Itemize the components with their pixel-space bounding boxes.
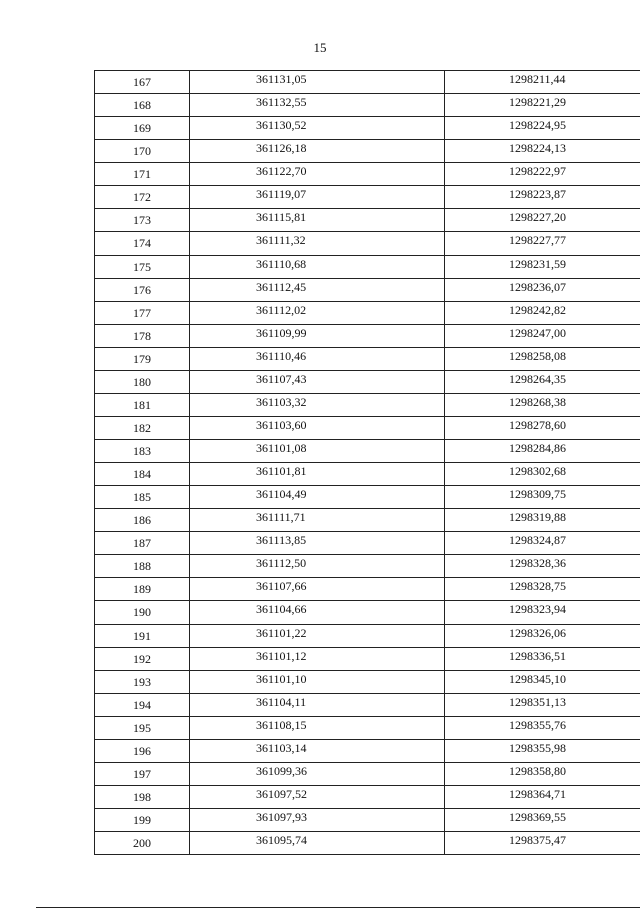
y-coordinate: 1298268,38 [509, 394, 566, 409]
y-coordinate-cell [445, 762, 640, 785]
y-coordinate: 1298258,08 [509, 348, 566, 363]
y-coordinate-cell [445, 186, 640, 209]
y-coordinate: 1298326,06 [509, 625, 566, 640]
point-number-cell [95, 163, 190, 186]
y-coordinate-cell [445, 232, 640, 255]
x-coordinate: 361107,43 [256, 371, 307, 386]
y-coordinate-cell [445, 716, 640, 739]
table-row [95, 117, 640, 140]
x-coordinate-cell [190, 370, 445, 393]
x-coordinate-cell [190, 555, 445, 578]
y-coordinate: 1298236,07 [509, 279, 566, 294]
y-coordinate-cell [445, 117, 640, 140]
x-coordinate-cell [190, 716, 445, 739]
x-coordinate-cell [190, 739, 445, 762]
x-coordinate: 361122,70 [256, 164, 307, 179]
point-number: 172 [133, 190, 151, 205]
x-coordinate-cell [190, 117, 445, 140]
x-coordinate-cell [190, 347, 445, 370]
y-coordinate-cell [445, 209, 640, 232]
x-coordinate: 361104,49 [256, 487, 307, 502]
x-coordinate: 361101,08 [256, 441, 307, 455]
x-coordinate: 361097,52 [256, 786, 307, 801]
point-number: 194 [133, 697, 151, 712]
x-coordinate-cell [190, 140, 445, 163]
y-coordinate: 1298284,86 [509, 441, 566, 455]
point-number: 189 [133, 582, 151, 597]
table-row [95, 255, 640, 278]
y-coordinate-cell [445, 624, 640, 647]
y-coordinate: 1298364,71 [509, 786, 566, 801]
point-number: 167 [133, 75, 151, 89]
y-coordinate: 1298309,75 [509, 487, 566, 502]
table-row [95, 509, 640, 532]
x-coordinate: 361111,32 [256, 233, 306, 248]
point-number: 187 [133, 536, 151, 551]
point-number: 200 [133, 836, 151, 851]
point-number: 180 [133, 374, 151, 389]
y-coordinate: 1298328,75 [509, 579, 566, 594]
y-coordinate: 1298328,36 [509, 556, 566, 571]
x-coordinate: 361097,93 [256, 810, 307, 824]
y-coordinate-cell [445, 140, 640, 163]
table-row [95, 647, 640, 670]
point-number-cell [95, 140, 190, 163]
x-coordinate: 361108,15 [256, 717, 307, 732]
y-coordinate-cell [445, 370, 640, 393]
x-coordinate: 361107,66 [256, 579, 307, 594]
point-number: 169 [133, 121, 151, 136]
y-coordinate-cell [445, 647, 640, 670]
table-row [95, 624, 640, 647]
point-number: 176 [133, 282, 151, 297]
point-number: 182 [133, 420, 151, 435]
x-coordinate: 361104,66 [256, 602, 307, 617]
point-number-cell [95, 785, 190, 808]
x-coordinate-cell [190, 324, 445, 347]
point-number-cell [95, 232, 190, 255]
x-coordinate-cell [190, 532, 445, 555]
y-coordinate-cell [445, 94, 640, 117]
point-number-cell [95, 624, 190, 647]
y-coordinate: 1298375,47 [509, 833, 566, 848]
table-row [95, 186, 640, 209]
point-number-cell [95, 716, 190, 739]
y-coordinate: 1298264,35 [509, 371, 566, 386]
point-number: 195 [133, 720, 151, 735]
x-coordinate-cell [190, 393, 445, 416]
x-coordinate-cell [190, 440, 445, 463]
point-number-cell [95, 463, 190, 486]
x-coordinate: 361131,05 [256, 72, 307, 86]
page-number: 15 [313, 40, 327, 55]
x-coordinate-cell [190, 762, 445, 785]
x-coordinate-cell [190, 278, 445, 301]
point-number: 181 [133, 397, 151, 412]
y-coordinate: 1298242,82 [509, 302, 566, 317]
y-coordinate: 1298227,20 [509, 210, 566, 225]
table-row [95, 324, 640, 347]
table-row [95, 785, 640, 808]
point-number-cell [95, 324, 190, 347]
y-coordinate-cell [445, 601, 640, 624]
y-coordinate-cell [445, 71, 640, 94]
point-number-cell [95, 255, 190, 278]
x-coordinate-cell [190, 509, 445, 532]
y-coordinate-cell [445, 832, 640, 855]
point-number-cell [95, 762, 190, 785]
point-number-cell [95, 739, 190, 762]
x-coordinate: 361101,22 [256, 625, 307, 640]
x-coordinate-cell [190, 647, 445, 670]
point-number-cell [95, 370, 190, 393]
y-coordinate: 1298323,94 [509, 602, 566, 617]
x-coordinate-cell [190, 670, 445, 693]
point-number: 185 [133, 490, 151, 505]
point-number: 190 [133, 605, 151, 620]
point-number: 171 [133, 167, 151, 182]
y-coordinate: 1298355,98 [509, 740, 566, 755]
y-coordinate: 1298324,87 [509, 533, 566, 548]
table-row [95, 301, 640, 324]
x-coordinate: 361103,32 [256, 394, 307, 409]
y-coordinate: 1298336,51 [509, 648, 566, 663]
point-number: 173 [133, 213, 151, 228]
x-coordinate-cell [190, 578, 445, 601]
point-number: 184 [133, 467, 151, 482]
point-number: 178 [133, 328, 151, 343]
table-row [95, 716, 640, 739]
table-row [95, 347, 640, 370]
x-coordinate: 361119,07 [256, 187, 307, 202]
point-number: 191 [133, 628, 151, 643]
point-number-cell [95, 301, 190, 324]
y-coordinate: 1298358,80 [509, 763, 566, 778]
point-number: 198 [133, 789, 151, 804]
y-coordinate-cell [445, 301, 640, 324]
point-number-cell [95, 94, 190, 117]
point-number-cell [95, 555, 190, 578]
y-coordinate-cell [445, 324, 640, 347]
y-coordinate-cell [445, 509, 640, 532]
y-coordinate: 1298224,13 [509, 141, 566, 156]
point-number-cell [95, 440, 190, 463]
x-coordinate: 361103,60 [256, 417, 307, 432]
y-coordinate-cell [445, 347, 640, 370]
y-coordinate: 1298369,55 [509, 810, 566, 824]
y-coordinate-cell [445, 393, 640, 416]
y-coordinate-cell [445, 809, 640, 832]
y-coordinate-cell [445, 255, 640, 278]
point-number-cell [95, 347, 190, 370]
table-row [95, 486, 640, 509]
x-coordinate-cell [190, 463, 445, 486]
x-coordinate-cell [190, 232, 445, 255]
point-number: 177 [133, 305, 151, 320]
point-number-cell [95, 186, 190, 209]
point-number-cell [95, 117, 190, 140]
y-coordinate: 1298222,97 [509, 164, 566, 179]
point-number: 193 [133, 674, 151, 689]
table-row [95, 94, 640, 117]
x-coordinate-cell [190, 186, 445, 209]
point-number: 175 [133, 259, 151, 274]
table-row [95, 440, 640, 463]
table-row [95, 601, 640, 624]
x-coordinate: 361112,45 [256, 279, 307, 294]
y-coordinate-cell [445, 278, 640, 301]
point-number: 199 [133, 813, 151, 827]
table-row [95, 670, 640, 693]
y-coordinate-cell [445, 463, 640, 486]
x-coordinate-cell [190, 693, 445, 716]
x-coordinate-cell [190, 809, 445, 832]
x-coordinate-cell [190, 255, 445, 278]
point-number-cell [95, 809, 190, 832]
point-number-cell [95, 832, 190, 855]
point-number: 188 [133, 559, 151, 574]
coordinates-table-body [95, 71, 640, 855]
y-coordinate: 1298351,13 [509, 694, 566, 709]
x-coordinate: 361104,11 [256, 694, 307, 709]
x-coordinate-cell [190, 832, 445, 855]
x-coordinate-cell [190, 163, 445, 186]
y-coordinate-cell [445, 440, 640, 463]
x-coordinate: 361113,85 [256, 533, 307, 548]
x-coordinate: 361115,81 [256, 210, 307, 225]
y-coordinate: 1298355,76 [509, 717, 566, 732]
y-coordinate: 1298224,95 [509, 118, 566, 133]
point-number-cell [95, 393, 190, 416]
y-coordinate-cell [445, 163, 640, 186]
y-coordinate-cell [445, 693, 640, 716]
x-coordinate-cell [190, 301, 445, 324]
x-coordinate: 361103,14 [256, 740, 307, 755]
table-row [95, 693, 640, 716]
x-coordinate: 361132,55 [256, 95, 307, 110]
y-coordinate-cell [445, 578, 640, 601]
point-number-cell [95, 670, 190, 693]
y-coordinate-cell [445, 785, 640, 808]
y-coordinate: 1298345,10 [509, 671, 566, 686]
table-row [95, 140, 640, 163]
point-number: 186 [133, 513, 151, 528]
x-coordinate-cell [190, 209, 445, 232]
point-number-cell [95, 532, 190, 555]
table-row [95, 809, 640, 832]
point-number-cell [95, 278, 190, 301]
point-number: 170 [133, 144, 151, 159]
x-coordinate: 361110,68 [256, 256, 307, 271]
table-row [95, 555, 640, 578]
point-number-cell [95, 647, 190, 670]
x-coordinate-cell [190, 94, 445, 117]
point-number: 183 [133, 444, 151, 458]
y-coordinate-cell [445, 416, 640, 439]
table-row [95, 370, 640, 393]
point-number-cell [95, 486, 190, 509]
y-coordinate-cell [445, 532, 640, 555]
table-row [95, 832, 640, 855]
table-row [95, 416, 640, 439]
y-coordinate-cell [445, 486, 640, 509]
point-number-cell [95, 578, 190, 601]
point-number: 196 [133, 743, 151, 758]
point-number: 174 [133, 236, 151, 251]
x-coordinate-cell [190, 624, 445, 647]
x-coordinate: 361112,02 [256, 302, 307, 317]
x-coordinate: 361101,12 [256, 648, 307, 663]
point-number-cell [95, 601, 190, 624]
y-coordinate: 1298302,68 [509, 464, 566, 479]
point-number-cell [95, 71, 190, 94]
x-coordinate-cell [190, 71, 445, 94]
x-coordinate-cell [190, 785, 445, 808]
x-coordinate: 361095,74 [256, 833, 307, 848]
x-coordinate: 361110,46 [256, 348, 307, 363]
point-number-cell [95, 509, 190, 532]
x-coordinate: 361130,52 [256, 118, 307, 133]
table-row [95, 578, 640, 601]
table-row [95, 532, 640, 555]
table-row [95, 762, 640, 785]
coordinates-table [94, 70, 640, 855]
point-number-cell [95, 416, 190, 439]
x-coordinate: 361111,71 [256, 510, 306, 525]
point-number: 168 [133, 98, 151, 113]
point-number-cell [95, 209, 190, 232]
y-coordinate: 1298223,87 [509, 187, 566, 202]
table-row [95, 278, 640, 301]
point-number: 197 [133, 766, 151, 781]
y-coordinate: 1298221,29 [509, 95, 566, 110]
y-coordinate: 1298231,59 [509, 256, 566, 271]
x-coordinate-cell [190, 486, 445, 509]
x-coordinate: 361112,50 [256, 556, 307, 571]
table-row [95, 463, 640, 486]
y-coordinate: 1298227,77 [509, 233, 566, 248]
y-coordinate: 1298278,60 [509, 417, 566, 432]
table-row [95, 739, 640, 762]
y-coordinate-cell [445, 739, 640, 762]
table-row [95, 209, 640, 232]
point-number: 179 [133, 351, 151, 366]
y-coordinate-cell [445, 555, 640, 578]
x-coordinate: 361126,18 [256, 141, 307, 156]
point-number: 192 [133, 651, 151, 666]
y-coordinate-cell [445, 670, 640, 693]
x-coordinate: 361101,81 [256, 464, 307, 479]
y-coordinate: 1298211,44 [509, 72, 566, 86]
y-coordinate: 1298319,88 [509, 510, 566, 525]
x-coordinate: 361109,99 [256, 325, 307, 340]
table-row [95, 232, 640, 255]
table-row [95, 71, 640, 94]
x-coordinate-cell [190, 416, 445, 439]
y-coordinate: 1298247,00 [509, 325, 566, 340]
x-coordinate-cell [190, 601, 445, 624]
table-row [95, 163, 640, 186]
point-number-cell [95, 693, 190, 716]
bottom-rule [36, 907, 640, 908]
table-row [95, 393, 640, 416]
x-coordinate: 361101,10 [256, 671, 307, 686]
x-coordinate: 361099,36 [256, 763, 307, 778]
